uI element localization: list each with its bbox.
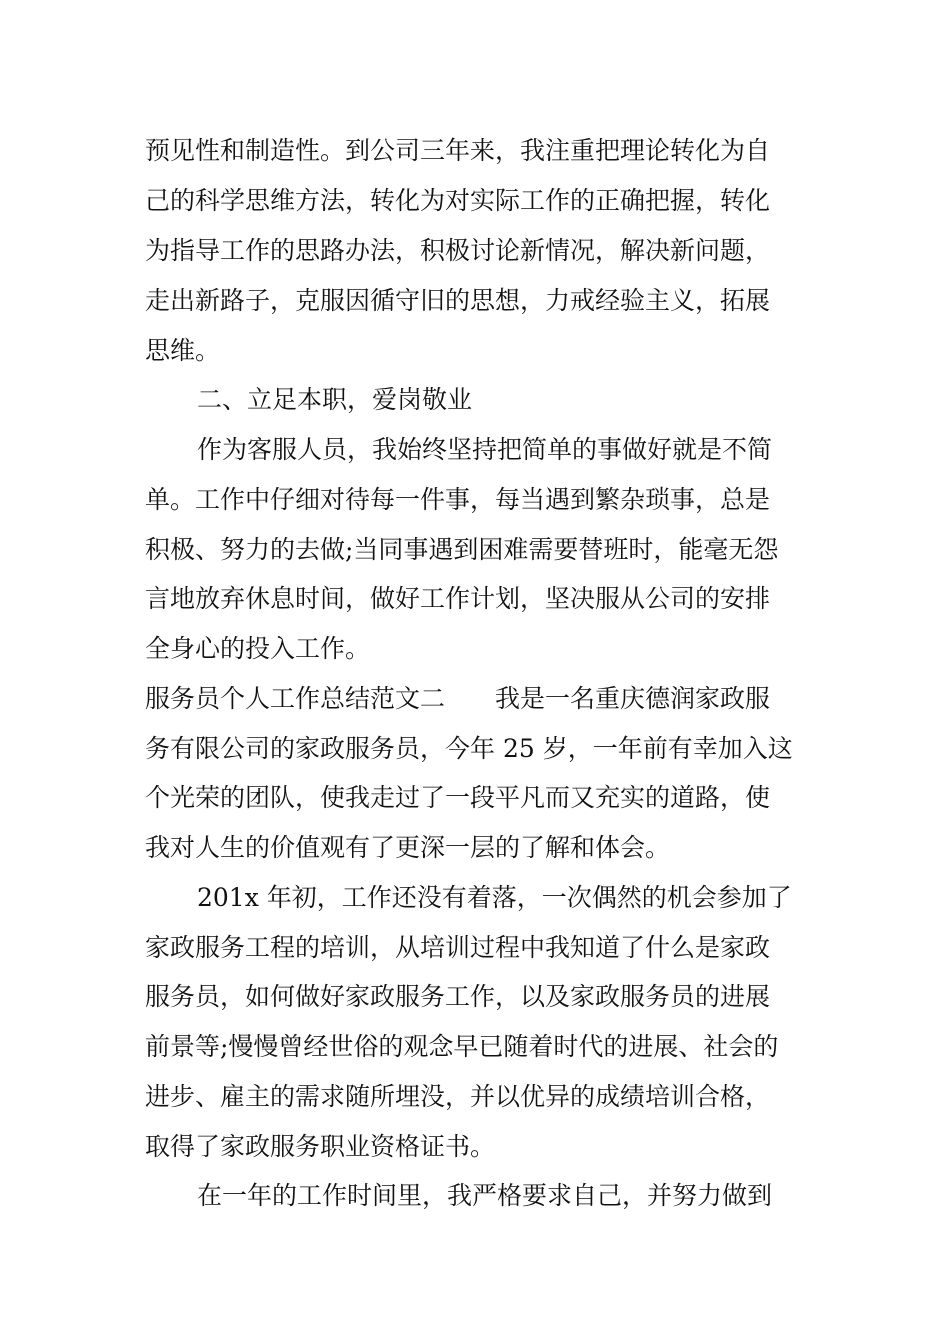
text-line: 思维。	[145, 336, 221, 365]
text-line: 己的科学思维方法，转化为对实际工作的正确把握，转化	[145, 186, 771, 215]
text-line: 走出新路子，克服因循守旧的思想，力戒经验主义，拓展	[145, 286, 771, 315]
text-line: 服务员个人工作总结范文二 我是一名重庆德润家政服	[145, 684, 771, 713]
section-heading: 二、立足本职，爱岗敬业	[197, 385, 473, 414]
text-line: 为指导工作的思路办法，积极讨论新情况，解决新问题，	[145, 236, 771, 265]
text-line: 进步、雇主的需求随所埋没，并以优异的成绩培训合格，	[145, 1082, 771, 1111]
text-line: 201x 年初，工作还没有着落，一次偶然的机会参加了	[197, 883, 792, 912]
text-line: 服务员，如何做好家政服务工作，以及家政服务员的进展	[145, 982, 771, 1011]
text-line: 在一年的工作时间里，我严格要求自己，并努力做到	[197, 1181, 773, 1210]
text-line: 言地放弃休息时间，做好工作计划，坚决服从公司的安排	[145, 584, 771, 613]
text-line: 作为客服人员，我始终坚持把简单的事做好就是不简	[197, 435, 773, 464]
text-line: 前景等;慢慢曾经世俗的观念早已随着时代的进展、社会的	[145, 1032, 779, 1061]
text-line: 预见性和制造性。到公司三年来，我注重把理论转化为自	[145, 136, 771, 165]
text-line: 积极、努力的去做;当同事遇到困难需要替班时，能毫无怨	[145, 535, 779, 564]
text-line: 家政服务工程的培训，从培训过程中我知道了什么是家政	[145, 933, 771, 962]
text-line: 全身心的投入工作。	[145, 634, 371, 663]
text-line: 取得了家政服务职业资格证书。	[145, 1132, 496, 1161]
text-line: 个光荣的团队，使我走过了一段平凡而又充实的道路，使	[145, 783, 771, 812]
text-line: 我对人生的价值观有了更深一层的了解和体会。	[145, 833, 671, 862]
text-line: 单。工作中仔细对待每一件事，每当遇到繁杂琐事，总是	[145, 485, 771, 514]
text-line: 务有限公司的家政服务员，今年 25 岁，一年前有幸加入这	[145, 734, 793, 763]
